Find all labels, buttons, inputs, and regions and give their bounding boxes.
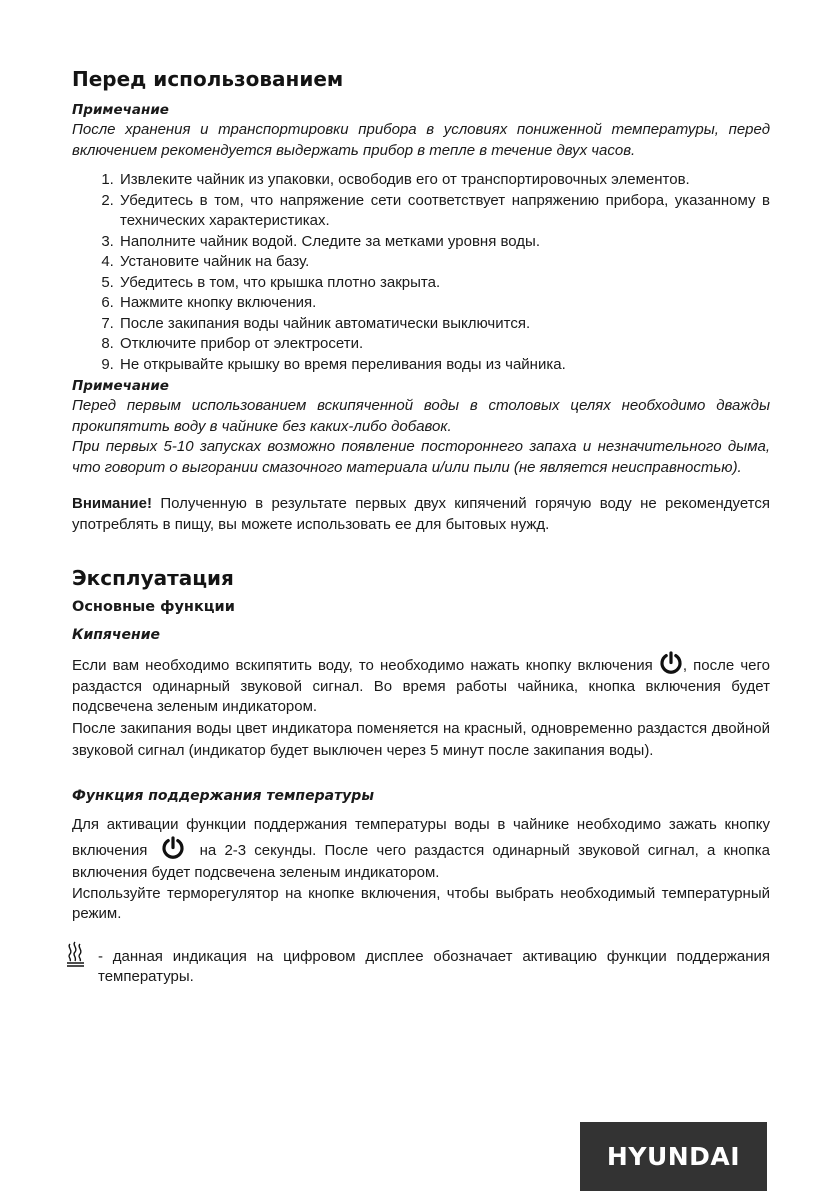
indicator-text: - данная индикация на цифровом дисплее обозначает активацию функции поддержания температуры. — [98, 947, 770, 985]
list-item: 4. Установите чайник на базу. — [118, 252, 770, 273]
section-title-before-use: Перед использованием — [72, 67, 344, 91]
list-item: 8. Отключите прибор от электросети. — [118, 334, 770, 355]
brand-logo: HYUNDAI — [580, 1122, 767, 1191]
keepwarm-title: Функция поддержания температуры — [72, 787, 374, 804]
steps-list — [72, 170, 770, 375]
list-item: 7. После закипания воды чайник автоматически выключится. — [118, 314, 770, 335]
list-item: 3. Наполните чайник водой. Следите за метками уровня воды. — [118, 232, 770, 253]
keep-warm-icon — [64, 941, 92, 967]
boiling-title: Кипячение — [72, 627, 160, 643]
list-item: 5. Убедитесь в том, что крышка плотно закрыта. — [118, 273, 770, 294]
keepwarm-paragraph-2: Используйте терморегулятор на кнопке включения, чтобы выбрать необходимый температурный режим. — [72, 884, 770, 922]
boiling-paragraph-2: После закипания воды цвет индикатора поменяется на красный, одновременно раздастся двойной звуковой сигнал (индикатор будет выключен через 5 минут после закипания воды). — [72, 719, 770, 759]
note-text: После хранения и транспортировки прибора в условиях пониженной температуры, перед включением рекомендуется выдержать прибор в тепле в течение двух часов. — [72, 121, 770, 159]
boiling-text-a: Если вам необходимо вскипятить воду, то необходимо нажать кнопку включения — [72, 657, 659, 674]
subsection-main-functions: Основные функции — [72, 599, 235, 615]
list-item: 9. Не открывайте крышку во время переливания воды из чайника. — [118, 355, 770, 376]
note-title: Примечание — [72, 102, 169, 118]
page-content — [72, 66, 770, 988]
boiling-paragraph-1 — [72, 651, 770, 718]
attention-paragraph — [72, 494, 770, 535]
keepwarm-text-a: Для активации функции поддержания температуры воды в чайнике необходимо зажать кнопку включения — [72, 815, 770, 859]
attention-text: Полученную в результате первых двух кипячений горячую воду не рекомендуется употреблять в пищу, вы можете использовать ее для бытовых нужд. — [72, 495, 770, 533]
keepwarm-paragraph-1 — [72, 814, 770, 884]
keepwarm-text-b: на 2-3 секунды. После чего раздастся одинарный звуковой сигнал, а кнопка включения будет подсвечена зеленым индикатором. — [72, 841, 770, 881]
indicator-row — [64, 941, 770, 988]
list-item: 6. Нажмите кнопку включения. — [118, 293, 770, 314]
section-title-operation: Эксплуатация — [72, 566, 234, 590]
power-icon — [161, 836, 185, 860]
list-item: 1. Извлеките чайник из упаковки, освободив его от транспортировочных элементов. — [118, 170, 770, 191]
attention-label: Внимание! — [72, 495, 152, 512]
note-title-2: Примечание — [72, 378, 169, 394]
list-item: 2. Убедитесь в том, что напряжение сети соответствует напряжению прибора, указанному в технических характеристиках. — [118, 191, 770, 232]
note-text-2b: При первых 5-10 запусках возможно появление постороннего запаха и незначительного дыма, что говорит о выгорании смазочного материала и/или пыли (не является неисправностью). — [72, 438, 770, 476]
power-icon — [659, 651, 683, 675]
note-text-2a: Перед первым использованием вскипяченной воды в столовых целях необходимо дважды прокипятить воду в чайнике без каких-либо добавок. — [72, 397, 770, 435]
boiling-text-b: , после чего раздастся одинарный звуковой сигнал. Во время работы чайника, кнопка включения будет подсвечена зеленым индикатором. — [72, 657, 770, 715]
